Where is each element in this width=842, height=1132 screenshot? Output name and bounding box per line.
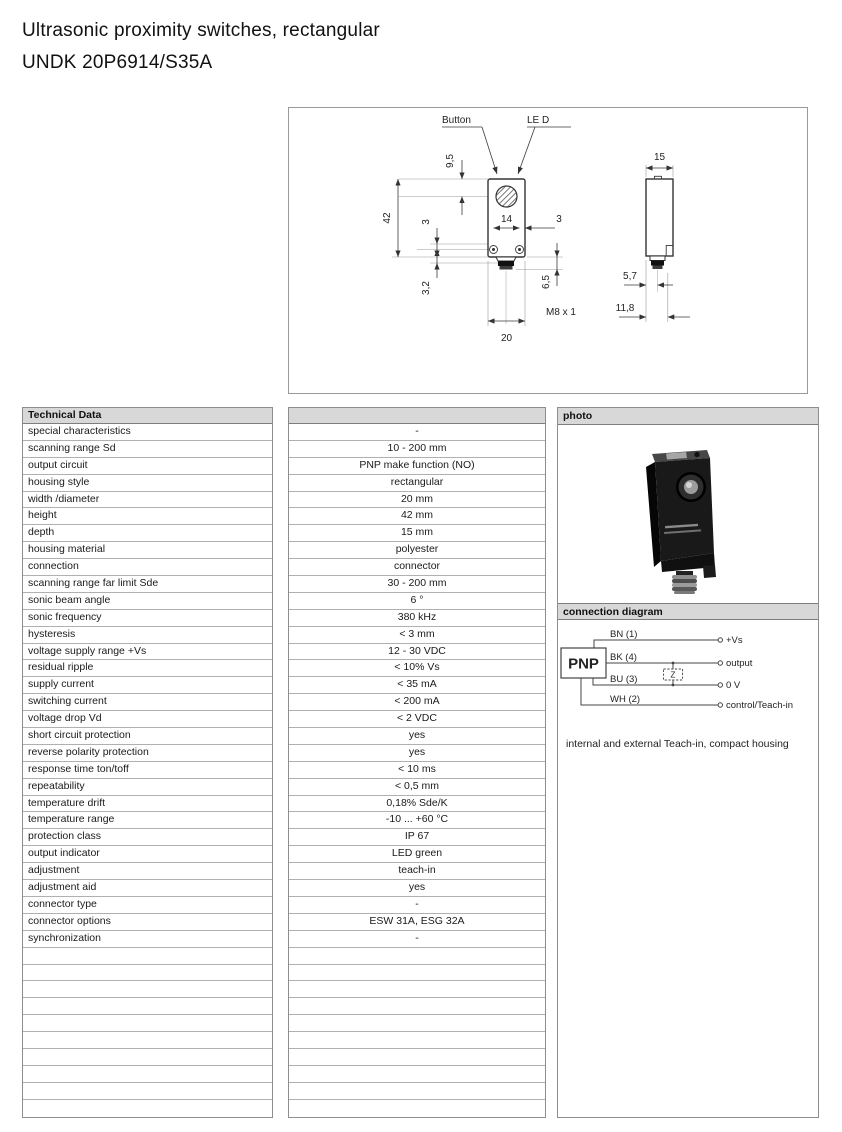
svg-text:5,7: 5,7 <box>623 271 637 282</box>
terminal-vs <box>718 638 722 642</box>
table-row <box>23 542 272 559</box>
table-row <box>289 475 545 492</box>
row-value: < 200 mA <box>394 695 440 708</box>
svg-text:9,5: 9,5 <box>445 154 456 168</box>
table-row <box>23 1083 272 1100</box>
svg-text:11,8: 11,8 <box>615 303 635 314</box>
row-value: 12 - 30 VDC <box>388 644 446 657</box>
table-row <box>23 711 272 728</box>
row-label: temperature range <box>28 813 115 826</box>
row-label: output circuit <box>28 458 88 471</box>
row-label: special characteristics <box>28 425 131 437</box>
svg-text:6,5: 6,5 <box>541 275 552 289</box>
table-row <box>23 965 272 982</box>
table-row <box>23 660 272 677</box>
row-value: - <box>415 931 419 944</box>
mounting-hole-right-center <box>518 248 521 251</box>
table-row <box>23 525 272 542</box>
table-row <box>23 424 272 441</box>
table-row <box>289 1083 545 1100</box>
row-label: housing material <box>28 543 106 556</box>
transducer-circle <box>496 186 517 207</box>
table-row <box>289 1015 545 1032</box>
table-row <box>23 1066 272 1083</box>
table-row <box>23 644 272 661</box>
terminal-label-output: output <box>726 658 753 669</box>
row-value: yes <box>408 881 426 894</box>
svg-text:3: 3 <box>421 219 432 225</box>
table-row <box>23 694 272 711</box>
wire-label-bn: BN (1) <box>610 629 638 640</box>
row-value: - <box>415 897 419 910</box>
table-row <box>289 542 545 559</box>
row-value: < 3 mm <box>399 627 435 640</box>
table-row <box>289 677 545 694</box>
row-value: < 0,5 mm <box>394 779 440 792</box>
table-row <box>289 644 545 661</box>
led-label: LE D <box>527 115 550 126</box>
dimension-5-7 <box>623 271 673 288</box>
table-row <box>289 492 545 509</box>
row-label: adjustment <box>28 864 80 877</box>
pnp-label: PNP <box>568 655 599 673</box>
row-value: 6 ° <box>410 593 424 606</box>
table-row <box>23 998 272 1015</box>
terminal-control <box>718 703 722 707</box>
row-value: teach-in <box>398 864 436 877</box>
row-label: synchronization <box>28 931 101 944</box>
technical-data-values <box>288 407 546 1118</box>
table-row <box>23 627 272 644</box>
row-label: width /diameter <box>28 492 100 505</box>
connection-caption: internal and external Teach-in, compact housing <box>566 738 789 750</box>
dimension-42 <box>382 179 401 257</box>
table-row <box>23 931 272 948</box>
terminal-0v <box>718 683 722 687</box>
dimension-20 <box>488 318 525 344</box>
row-label: output indicator <box>28 847 100 860</box>
table-row <box>23 863 272 880</box>
table-row <box>289 728 545 745</box>
dimension-9-5 <box>445 154 465 215</box>
table-row <box>23 492 272 509</box>
row-value: 10 - 200 mm <box>387 441 447 454</box>
row-label: reverse polarity protection <box>28 745 149 758</box>
row-value: - <box>415 425 419 437</box>
table-row <box>289 998 545 1015</box>
table-row <box>289 694 545 711</box>
led-leader <box>518 127 571 174</box>
table-row <box>289 1032 545 1049</box>
table-row <box>289 1066 545 1083</box>
row-label: supply current <box>28 678 94 691</box>
wire-bn <box>594 640 718 648</box>
photo-header: photo <box>558 408 818 425</box>
table-row <box>23 880 272 897</box>
table-row <box>23 914 272 931</box>
row-label: short circuit protection <box>28 729 131 742</box>
product-photo <box>558 425 818 603</box>
dimension-drawing <box>289 108 807 393</box>
table-row <box>289 965 545 982</box>
side-view <box>616 152 690 322</box>
sensor-photo <box>646 450 716 594</box>
table-row <box>289 660 545 677</box>
terminal-label-0v: 0 V <box>726 680 741 691</box>
row-value: yes <box>408 745 426 758</box>
dimension-3-2-label: 3,2 <box>421 281 432 295</box>
wire-label-wh: WH (2) <box>610 694 641 705</box>
table-row <box>23 508 272 525</box>
table-row <box>23 846 272 863</box>
table-row <box>23 677 272 694</box>
sensor-body-side <box>646 179 673 256</box>
table-row <box>23 1100 272 1117</box>
row-value: IP 67 <box>404 830 430 843</box>
row-label: temperature drift <box>28 796 106 809</box>
row-label: housing style <box>28 475 90 488</box>
table-row <box>289 779 545 796</box>
table-row <box>289 880 545 897</box>
row-value: 15 mm <box>400 526 434 539</box>
right-panel <box>557 407 819 1118</box>
table-row <box>289 948 545 965</box>
svg-text:14: 14 <box>500 214 513 225</box>
table-row <box>289 829 545 846</box>
dimension-3-right <box>525 214 562 231</box>
table-row <box>289 627 545 644</box>
table-row <box>289 745 545 762</box>
table-row <box>23 796 272 813</box>
table-row <box>289 981 545 998</box>
row-value: < 2 VDC <box>397 712 437 725</box>
photo-connector <box>672 571 697 594</box>
mounting-hole-left-center <box>492 248 495 251</box>
row-label: depth <box>28 526 55 539</box>
row-value: 30 - 200 mm <box>387 577 447 590</box>
connector-stub-front <box>496 257 516 270</box>
photo-button <box>694 452 699 457</box>
table-row <box>289 931 545 948</box>
table-row <box>289 610 545 627</box>
row-value: -10 ... +60 °C <box>385 813 449 826</box>
table-row <box>23 1032 272 1049</box>
row-value: LED green <box>391 847 443 860</box>
table-header: Technical Data <box>23 408 272 424</box>
thread-label: M8 x 1 <box>545 307 577 318</box>
row-value: < 10 ms <box>398 762 436 775</box>
terminal-label-vs: +Vs <box>726 635 743 646</box>
table-row <box>289 525 545 542</box>
table-row <box>289 1100 545 1117</box>
row-value: polyester <box>395 543 439 556</box>
table-row <box>23 1049 272 1066</box>
terminal-label-control: control/Teach-in <box>726 700 794 711</box>
table-row <box>23 829 272 846</box>
svg-text:3: 3 <box>556 214 562 225</box>
table-row <box>23 948 272 965</box>
table-row <box>23 779 272 796</box>
row-value: yes <box>408 729 426 742</box>
table-row <box>289 711 545 728</box>
table-row <box>23 576 272 593</box>
table-row <box>289 593 545 610</box>
wire-wh <box>581 678 718 705</box>
table-row <box>289 812 545 829</box>
product-code: UNDK 20P6914/S35A <box>22 52 213 73</box>
row-label: sonic frequency <box>28 610 102 623</box>
button-label: Button <box>442 115 471 126</box>
table-row <box>289 508 545 525</box>
table-row <box>23 981 272 998</box>
row-label: response time ton/toff <box>28 762 129 775</box>
table-row <box>289 458 545 475</box>
connection-diagram-header: connection diagram <box>558 603 818 620</box>
technical-data-table <box>22 407 273 1118</box>
table-row <box>23 897 272 914</box>
table-row <box>23 762 272 779</box>
connection-diagram <box>558 621 818 739</box>
dimension-drawing-panel <box>288 107 808 394</box>
table-row <box>289 1049 545 1066</box>
row-value: rectangular <box>390 475 444 488</box>
row-label: connection <box>28 560 79 573</box>
row-label: connector options <box>28 914 111 927</box>
table-row <box>289 559 545 576</box>
table-row <box>289 441 545 458</box>
table-row <box>289 762 545 779</box>
table-row <box>23 745 272 762</box>
table-row <box>23 1015 272 1032</box>
connector-stub-side <box>650 256 665 269</box>
row-label: repeatability <box>28 779 85 792</box>
table-row <box>289 897 545 914</box>
svg-text:15: 15 <box>653 152 666 163</box>
svg-text:42: 42 <box>382 212 393 224</box>
table-row <box>289 576 545 593</box>
page-title: Ultrasonic proximity switches, rectangular <box>22 20 380 41</box>
row-value: < 10% Vs <box>394 661 440 674</box>
row-value: 42 mm <box>400 509 434 522</box>
table-row <box>289 424 545 441</box>
value-column-header <box>289 408 545 424</box>
table-row <box>23 559 272 576</box>
row-value: < 35 mA <box>397 678 437 691</box>
row-value: 20 mm <box>400 492 434 505</box>
wire-label-bu: BU (3) <box>610 674 638 685</box>
table-row <box>23 812 272 829</box>
table-row <box>289 914 545 931</box>
row-label: switching current <box>28 695 107 708</box>
table-row <box>289 796 545 813</box>
table-row <box>23 728 272 745</box>
dimension-15 <box>646 152 673 171</box>
row-label: height <box>28 509 57 522</box>
table-row <box>23 475 272 492</box>
table-row <box>23 441 272 458</box>
table-row <box>23 593 272 610</box>
side-button-bump <box>655 176 662 179</box>
table-row <box>23 458 272 475</box>
row-value: 0,18% Sde/K <box>386 796 448 809</box>
load-label: Z <box>670 670 676 680</box>
row-value: connector <box>393 560 441 573</box>
terminal-output <box>718 661 722 665</box>
dimension-11-8 <box>616 303 690 320</box>
row-value: PNP make function (NO) <box>359 458 475 471</box>
row-label: sonic beam angle <box>28 593 111 606</box>
svg-text:20: 20 <box>500 333 513 344</box>
row-label: scanning range far limit Sde <box>28 577 159 590</box>
row-label: protection class <box>28 830 101 843</box>
dimension-6-5 <box>541 243 560 289</box>
row-value: ESW 31A, ESG 32A <box>369 914 465 927</box>
row-label: voltage supply range +Vs <box>28 644 147 657</box>
row-label: voltage drop Vd <box>28 712 102 725</box>
row-value: 380 kHz <box>397 610 437 623</box>
front-view <box>382 115 576 344</box>
table-row <box>289 863 545 880</box>
wire-label-bk: BK (4) <box>610 652 637 663</box>
row-label: residual ripple <box>28 661 94 674</box>
row-label: adjustment aid <box>28 881 97 894</box>
table-row <box>289 846 545 863</box>
row-label: hysteresis <box>28 627 76 640</box>
row-label: scanning range Sd <box>28 441 116 454</box>
table-row <box>23 610 272 627</box>
row-label: connector type <box>28 897 97 910</box>
load-symbol <box>664 662 683 687</box>
